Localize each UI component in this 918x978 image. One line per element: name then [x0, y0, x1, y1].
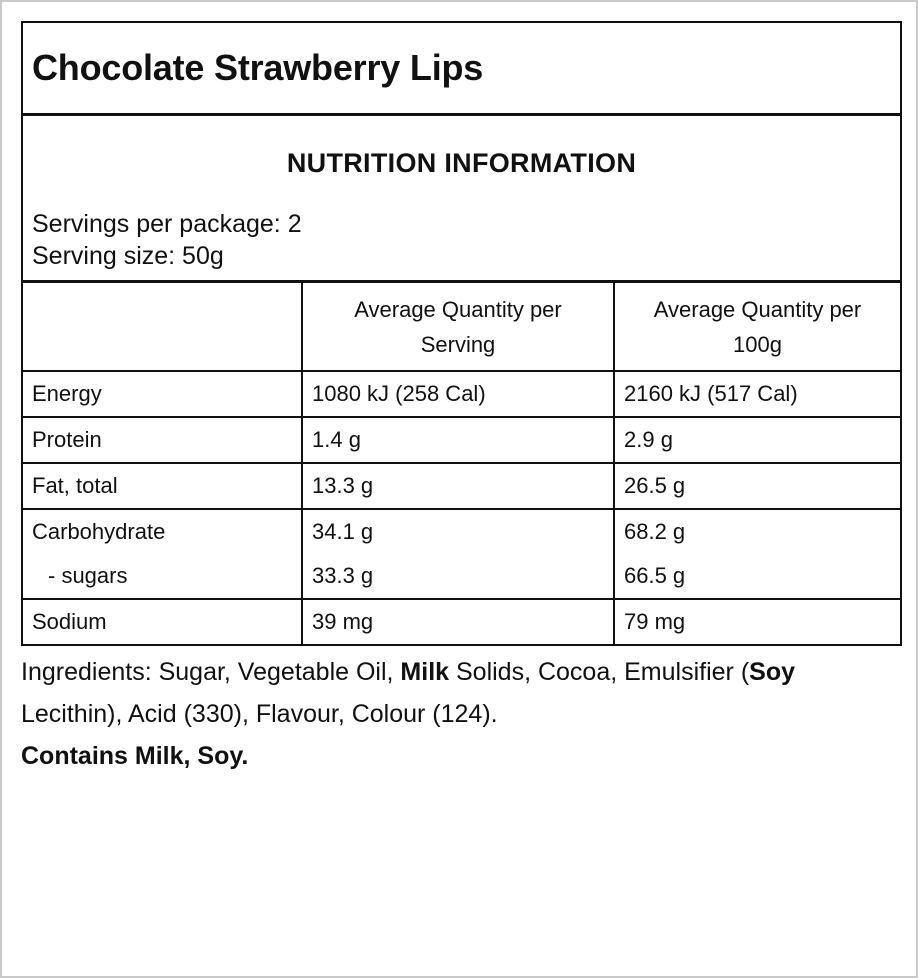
per-100g-group: [614, 509, 900, 599]
column-header-nutrient: [23, 283, 302, 371]
allergen-statement: Contains Milk, Soy.: [21, 742, 249, 770]
per-100g-value: 68.2 g: [624, 519, 686, 544]
product-title: Chocolate Strawberry Lips: [32, 47, 484, 88]
nutrition-heading: NUTRITION INFORMATION: [286, 148, 637, 178]
column-header-per-100g: Average Quantity per 100g: [614, 283, 900, 371]
per-serving-group: [302, 509, 614, 599]
ingredients-text: [21, 651, 901, 735]
nutrient-label: Protein: [23, 417, 302, 463]
per-serving-value: 33.3 g: [312, 563, 374, 588]
nutrient-label: Fat, total: [23, 463, 302, 509]
table-row: [23, 417, 900, 463]
table-header-row: [23, 283, 900, 371]
nutrient-label: Carbohydrate: [32, 519, 166, 544]
servings-per-package: Servings per package: 2: [32, 210, 302, 238]
title-box: [23, 23, 900, 116]
per-100g-value: 2.9 g: [614, 417, 900, 463]
allergen-soy: Soy: [749, 658, 796, 686]
nutrient-sublabel: - sugars: [48, 563, 128, 588]
ingredients-part: Ingredients: Sugar, Vegetable Oil,: [21, 658, 401, 686]
column-header-per-serving: Average Quantity per Serving: [302, 283, 614, 371]
serving-info: [23, 116, 900, 283]
nutrition-table: [23, 283, 900, 646]
ingredients-part: Lecithin), Acid (330), Flavour, Colour (124).: [21, 700, 498, 728]
table-row: [23, 371, 900, 417]
nutrient-label: Energy: [23, 371, 302, 417]
nutrient-label-group: [23, 509, 302, 599]
serving-size: Serving size: 50g: [32, 242, 224, 270]
per-serving-value: 13.3 g: [302, 463, 614, 509]
allergen-milk: Milk: [400, 658, 450, 686]
table-row: [23, 463, 900, 509]
per-100g-value: 79 mg: [614, 599, 900, 645]
nutrient-label: Sodium: [23, 599, 302, 645]
per-serving-value: 1080 kJ (258 Cal): [302, 371, 614, 417]
per-serving-value: 34.1 g: [312, 519, 374, 544]
nutrition-panel: [21, 21, 902, 646]
table-row: [23, 509, 900, 599]
per-100g-value: 66.5 g: [624, 563, 686, 588]
ingredients-part: Solids, Cocoa, Emulsifier (: [449, 658, 750, 686]
per-100g-value: 26.5 g: [614, 463, 900, 509]
per-serving-value: 39 mg: [302, 599, 614, 645]
per-100g-value: 2160 kJ (517 Cal): [614, 371, 900, 417]
table-row: [23, 599, 900, 645]
per-serving-value: 1.4 g: [302, 417, 614, 463]
